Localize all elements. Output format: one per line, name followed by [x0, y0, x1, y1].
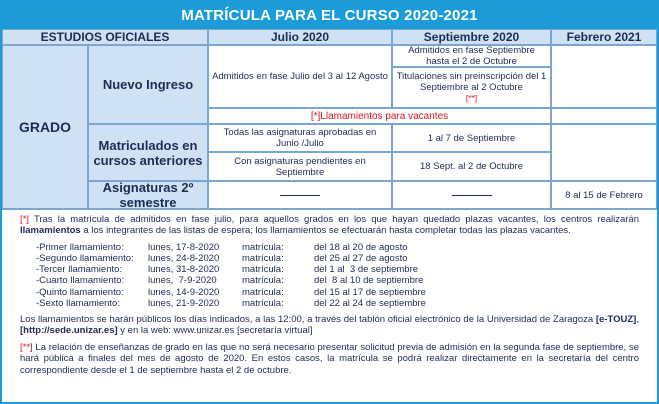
nuevo-ingreso-sept-b-text: Titulaciones sin preinscripción del 1 Septiembre al 2 Octubre: [396, 71, 547, 93]
row-grado: GRADO: [2, 45, 88, 209]
call-range: del 15 al 17 de septiembre: [314, 286, 426, 298]
vacantes-mark: [*]: [310, 110, 321, 122]
matriculados-february: [551, 124, 657, 181]
call-range: del 22 al 24 de septiembre: [314, 297, 426, 309]
call-range: del 8 al 10 de septiembre: [314, 275, 424, 287]
matriculados-july-b: Con asignaturas pendientes en Septiembre: [208, 152, 392, 181]
matriculados-sept-a: 1 al 7 de Septiembre: [392, 124, 551, 152]
call-name: -Primer llamamiento:: [36, 241, 124, 253]
call-name: -Cuarto llamamiento:: [36, 275, 125, 287]
asignaturas-july: [208, 181, 392, 209]
header-february: Febrero 2021: [551, 29, 657, 45]
call-name: -Segundo llamamiento:: [36, 253, 134, 265]
call-range: del 18 al 20 de agosto: [314, 241, 408, 253]
call-range: del 1 al 3 de septiembre: [314, 264, 419, 276]
public-post: y en la web: www.unizar.es [secretaría virtual]: [117, 325, 313, 337]
asignaturas-february: 8 al 15 de Febrero: [551, 181, 657, 209]
note1-mark: [*]: [20, 214, 29, 225]
asignaturas-september: [392, 181, 551, 209]
call-date: lunes, 14-9-2020: [148, 286, 220, 298]
note1-post: a los integrantes de las listas de espera; los llamamientos se efectuarán hasta completar todas las plazas vacantes.: [80, 225, 571, 237]
note2-text: La relación de enseñanzas de grado en las que no será necesario presentar solicitud previa de admisión en la segunda fase de septiembre, se hará pública a finales del mes de agosto de 2020. En estos casos, la matrícula se podrá realizar directamente en la secretaría del centro correspondiente desde el 1 de septiembre hasta el 2 de octubre.: [20, 341, 639, 376]
matriculados-sept-b: 18 Sept. al 2 de Octubre: [392, 152, 551, 181]
call-name: -Quinto llamamiento:: [36, 286, 124, 298]
call-date: lunes, 31-8-2020: [148, 264, 220, 276]
call-range: del 25 al 27 de agosto: [314, 253, 408, 265]
vacantes-text: Llamamientos para vacantes: [320, 110, 449, 122]
note-sin-preinscripcion: [20, 342, 639, 376]
nuevo-ingreso-february: [551, 45, 657, 108]
call-row: [36, 287, 639, 298]
note1-pre: Tras la matrícula de admitidos en fase julio, para aquellos grados en los que hayan quedado plazas vacantes, los centros realizarán: [28, 214, 639, 225]
matriculados-july-a: Todas las asignaturas aprobadas en Junio /Julio: [208, 124, 392, 152]
call-matricula-label: matrícula:: [242, 264, 284, 276]
public-etouz: [e-TOUZ]: [595, 314, 637, 326]
header-july: Julio 2020: [208, 29, 392, 45]
call-name: -Sexto llamamiento:: [36, 297, 120, 309]
call-row: [36, 275, 639, 286]
call-matricula-label: matrícula:: [242, 286, 284, 298]
vacantes-row: [208, 108, 551, 124]
public-pre: Los llamamientos se harán públicos los días indicados, a las 12:00, a través del tablón oficial electrónico de la Universidad de Zaragoza: [20, 314, 596, 326]
call-date: lunes, 21-9-2020: [148, 297, 220, 309]
vacantes-february: [551, 108, 657, 124]
nuevo-ingreso-july: Admitidos en fase Julio del 3 al 12 Agosto: [208, 45, 392, 108]
nuevo-ingreso-sept-b: [392, 67, 551, 108]
notes-section: [2, 209, 657, 404]
call-name: -Tercer llamamiento:: [36, 264, 123, 276]
call-row: [36, 298, 639, 309]
empty-dash: [280, 195, 320, 196]
note-public: [20, 314, 639, 337]
nuevo-ingreso-sept-b-mark: [**]: [465, 93, 478, 103]
nuevo-ingreso-label: Nuevo Ingreso: [88, 45, 208, 124]
asignaturas-label: Asignaturas 2º semestre: [88, 181, 208, 209]
public-mid: ,: [636, 314, 639, 326]
call-matricula-label: matrícula:: [242, 241, 284, 253]
public-sede: [http://sede.unizar.es]: [20, 325, 118, 337]
call-matricula-label: matrícula:: [242, 297, 284, 309]
matriculados-label: Matriculados en cursos anteriores: [88, 124, 208, 181]
call-date: lunes, 7-9-2020: [148, 275, 217, 287]
note2-mark: [**]: [20, 341, 33, 353]
header-studies: ESTUDIOS OFICIALES: [2, 29, 208, 45]
call-row: [36, 253, 639, 264]
page-title: MATRÍCULA PARA EL CURSO 2020-2021: [2, 2, 657, 29]
empty-dash: [452, 195, 492, 196]
call-row: [36, 242, 639, 253]
nuevo-ingreso-sept-a: Admitidos en fase Septiembre hasta el 2 de Octubre: [392, 45, 551, 67]
calls-list: [36, 242, 639, 309]
note1-bold: llamamientos: [20, 225, 81, 237]
call-matricula-label: matrícula:: [242, 275, 284, 287]
header-september: Septiembre 2020: [392, 29, 551, 45]
call-matricula-label: matrícula:: [242, 253, 284, 265]
note-vacantes: [20, 214, 639, 237]
call-row: [36, 264, 639, 275]
call-date: lunes, 17-8-2020: [148, 241, 220, 253]
call-date: lunes, 24-8-2020: [148, 253, 220, 265]
